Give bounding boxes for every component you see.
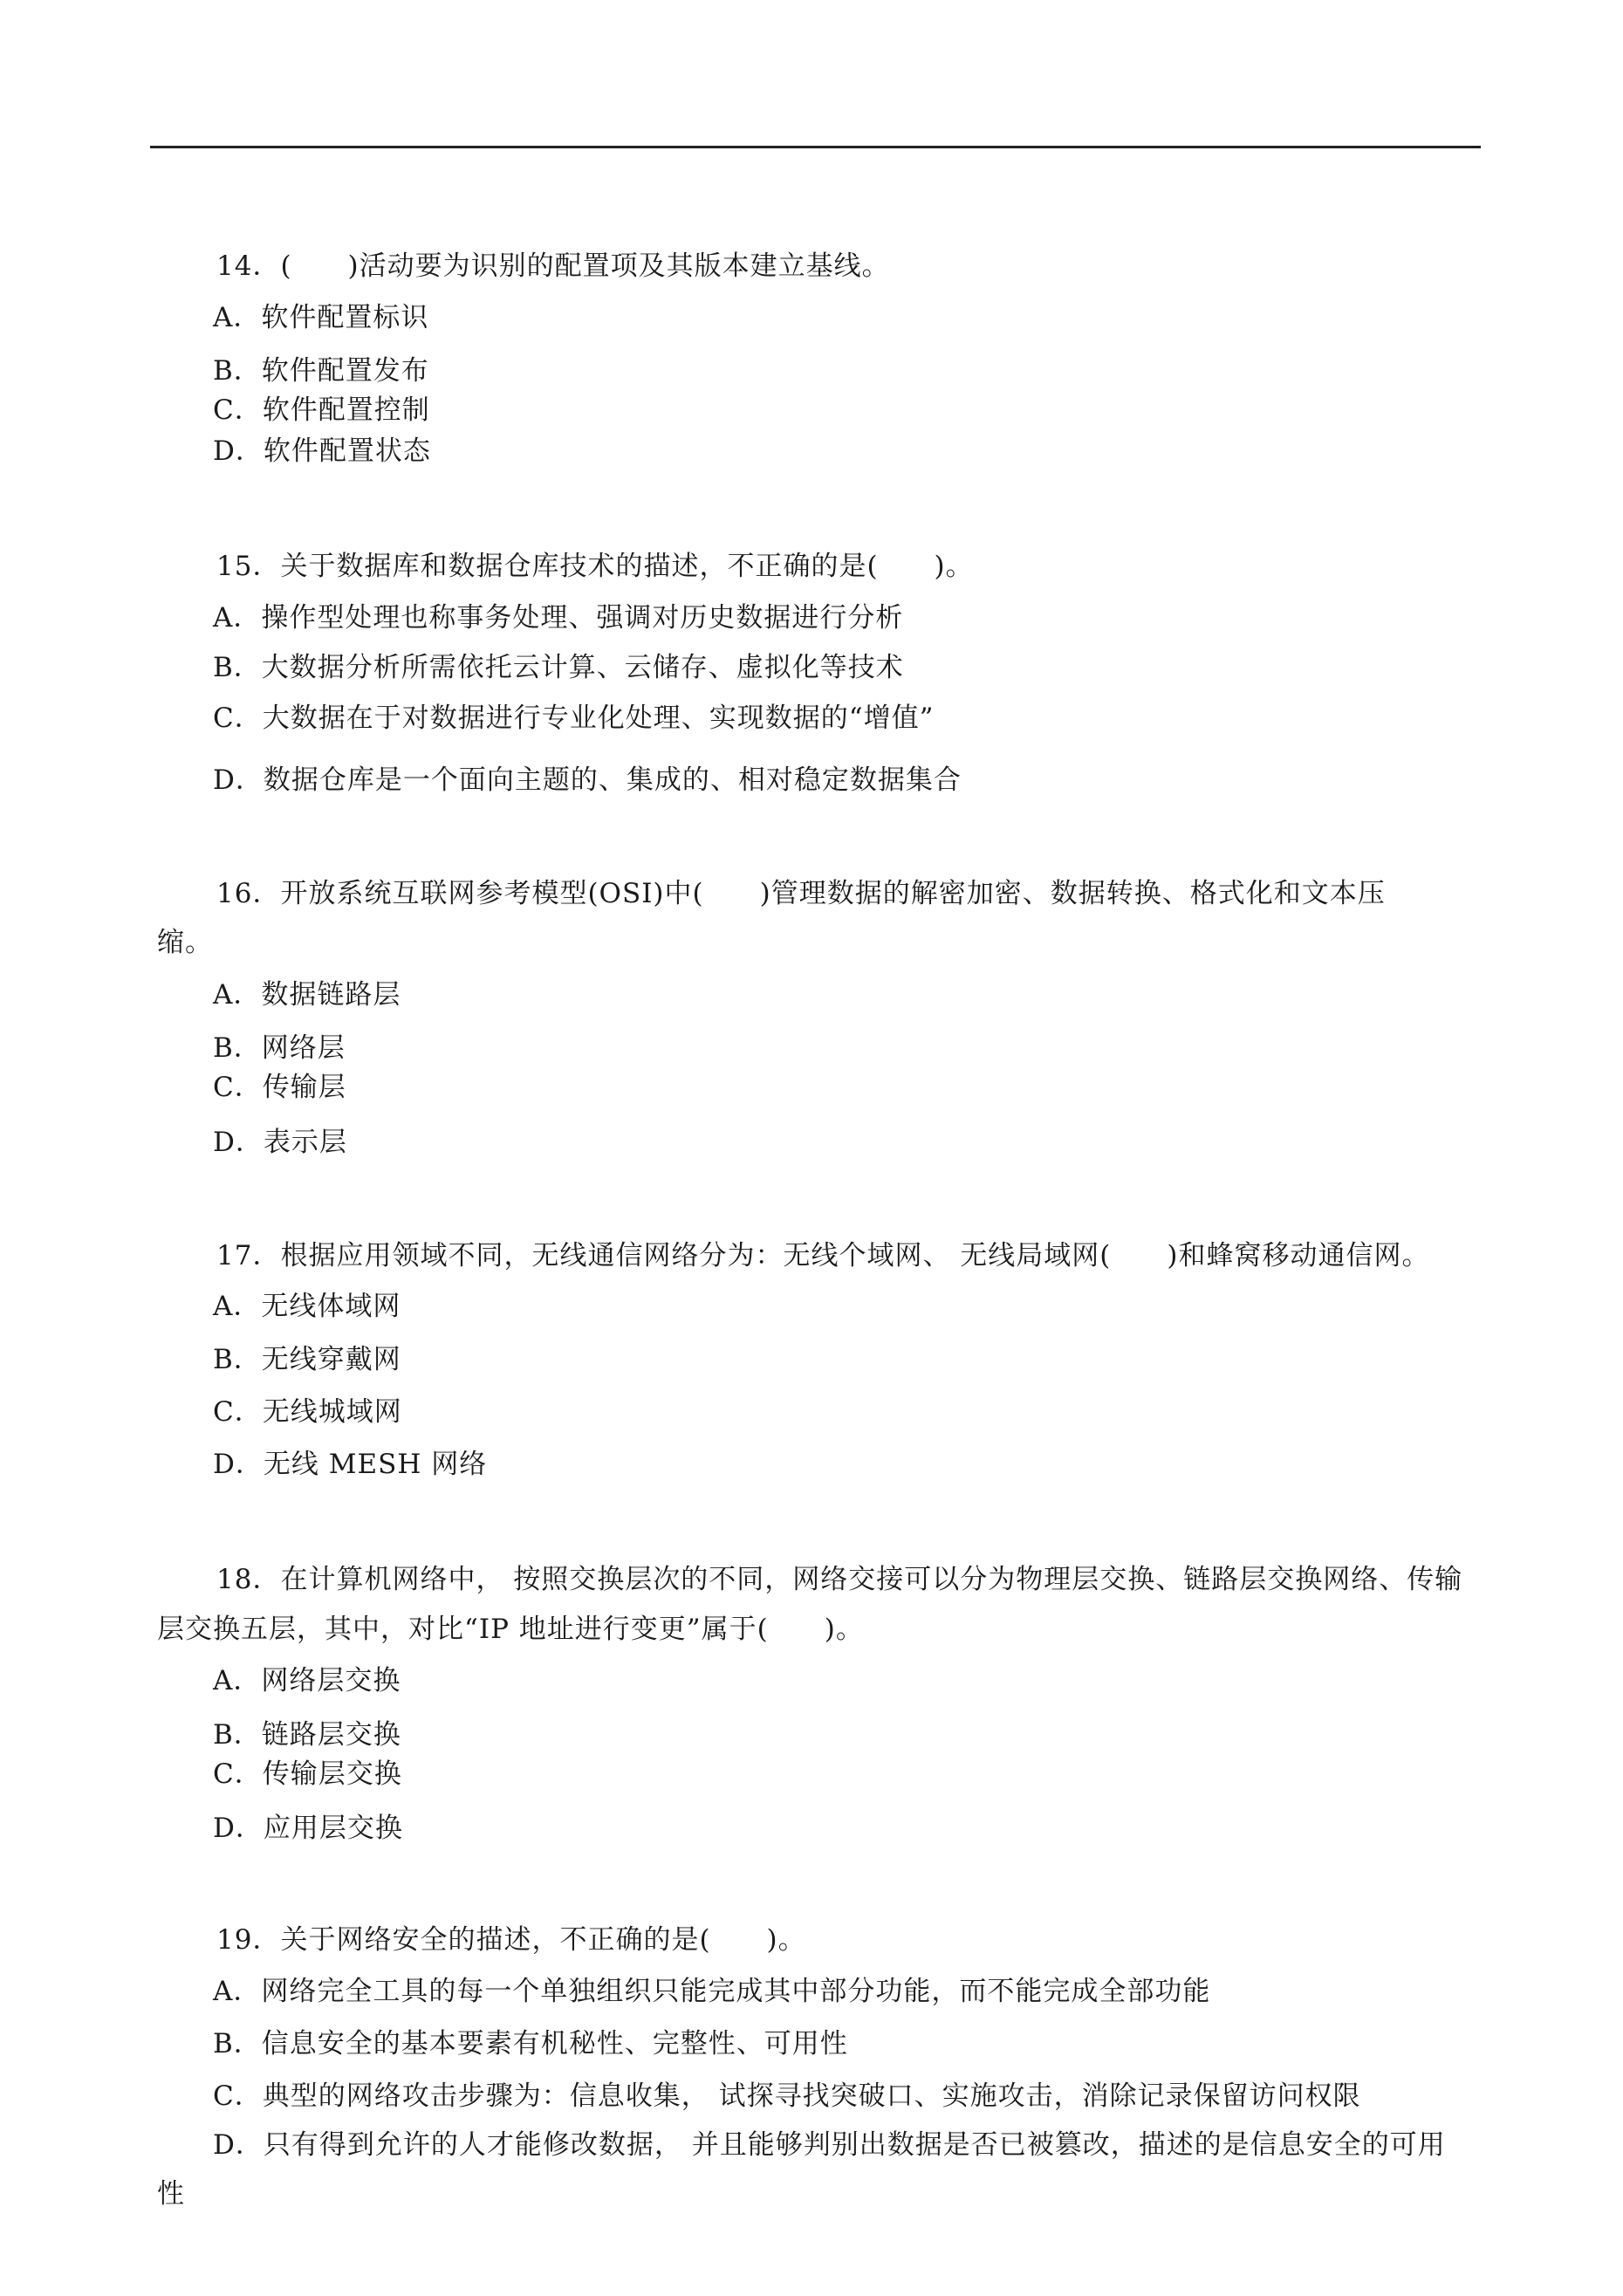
q19-option-d: D．只有得到允许的人才能修改数据， 并且能够判别出数据是否已被篡改，描述的是信息安全的可用 bbox=[213, 2129, 1446, 2161]
q16-option-d: D．表示层 bbox=[213, 1127, 347, 1158]
q19-option-d-cont: 性 bbox=[157, 2178, 185, 2210]
header-rule bbox=[150, 146, 1481, 148]
q17-option-a: A．无线体域网 bbox=[213, 1291, 401, 1322]
q16-option-b: B．网络层 bbox=[213, 1032, 346, 1064]
q19-option-a: A．网络完全工具的每一个单独组织只能完成其中部分功能，而不能完成全部功能 bbox=[213, 1976, 1211, 2007]
question-18-stem-cont: 层交换五层，其中，对比“IP 地址进行变更”属于( )。 bbox=[157, 1614, 864, 1645]
q14-option-a: A．软件配置标识 bbox=[213, 302, 429, 333]
question-18-stem: 18．在计算机网络中， 按照交换层次的不同，网络交接可以分为物理层交换、链路层交换网络、传输 bbox=[216, 1564, 1463, 1595]
question-14-stem: 14．( )活动要为识别的配置项及其版本建立基线。 bbox=[216, 250, 890, 282]
q19-option-b: B．信息安全的基本要素有机秘性、完整性、可用性 bbox=[213, 2028, 848, 2060]
q14-option-c: C．软件配置控制 bbox=[213, 394, 430, 426]
q19-option-c: C．典型的网络攻击步骤为：信息收集， 试探寻找突破口、实施攻击，消除记录保留访问权限 bbox=[213, 2080, 1361, 2112]
q17-option-d: D．无线 MESH 网络 bbox=[213, 1449, 488, 1480]
q15-option-b: B．大数据分析所需依托云计算、云储存、虚拟化等技术 bbox=[213, 652, 904, 683]
q15-option-d: D．数据仓库是一个面向主题的、集成的、相对稳定数据集合 bbox=[213, 764, 962, 796]
q18-option-d: D．应用层交换 bbox=[213, 1813, 403, 1844]
question-16-stem-cont: 缩。 bbox=[157, 927, 213, 958]
q14-option-d: D．软件配置状态 bbox=[213, 435, 431, 467]
q15-option-a: A．操作型处理也称事务处理、强调对历史数据进行分析 bbox=[213, 602, 904, 634]
q14-option-b: B．软件配置发布 bbox=[213, 355, 429, 387]
question-19-stem: 19．关于网络安全的描述，不正确的是( )。 bbox=[216, 1924, 806, 1956]
q17-option-b: B．无线穿戴网 bbox=[213, 1344, 401, 1375]
question-16-stem: 16．开放系统互联网参考模型(OSI)中( )管理数据的解密加密、数据转换、格式化和文本压 bbox=[216, 878, 1386, 909]
q18-option-c: C．传输层交换 bbox=[213, 1758, 402, 1790]
q16-option-c: C．传输层 bbox=[213, 1072, 346, 1103]
q15-option-c: C．大数据在于对数据进行专业化处理、实现数据的“增值” bbox=[213, 703, 935, 734]
question-15-stem: 15．关于数据库和数据仓库技术的描述，不正确的是( )。 bbox=[216, 551, 974, 582]
q17-option-c: C．无线城域网 bbox=[213, 1396, 402, 1428]
q18-option-b: B．链路层交换 bbox=[213, 1719, 401, 1751]
q18-option-a: A．网络层交换 bbox=[213, 1665, 401, 1696]
question-17-stem: 17．根据应用领域不同，无线通信网络分为：无线个域网、 无线局域网( )和蜂窝移动通信网。 bbox=[216, 1240, 1430, 1271]
q16-option-a: A．数据链路层 bbox=[213, 979, 401, 1011]
